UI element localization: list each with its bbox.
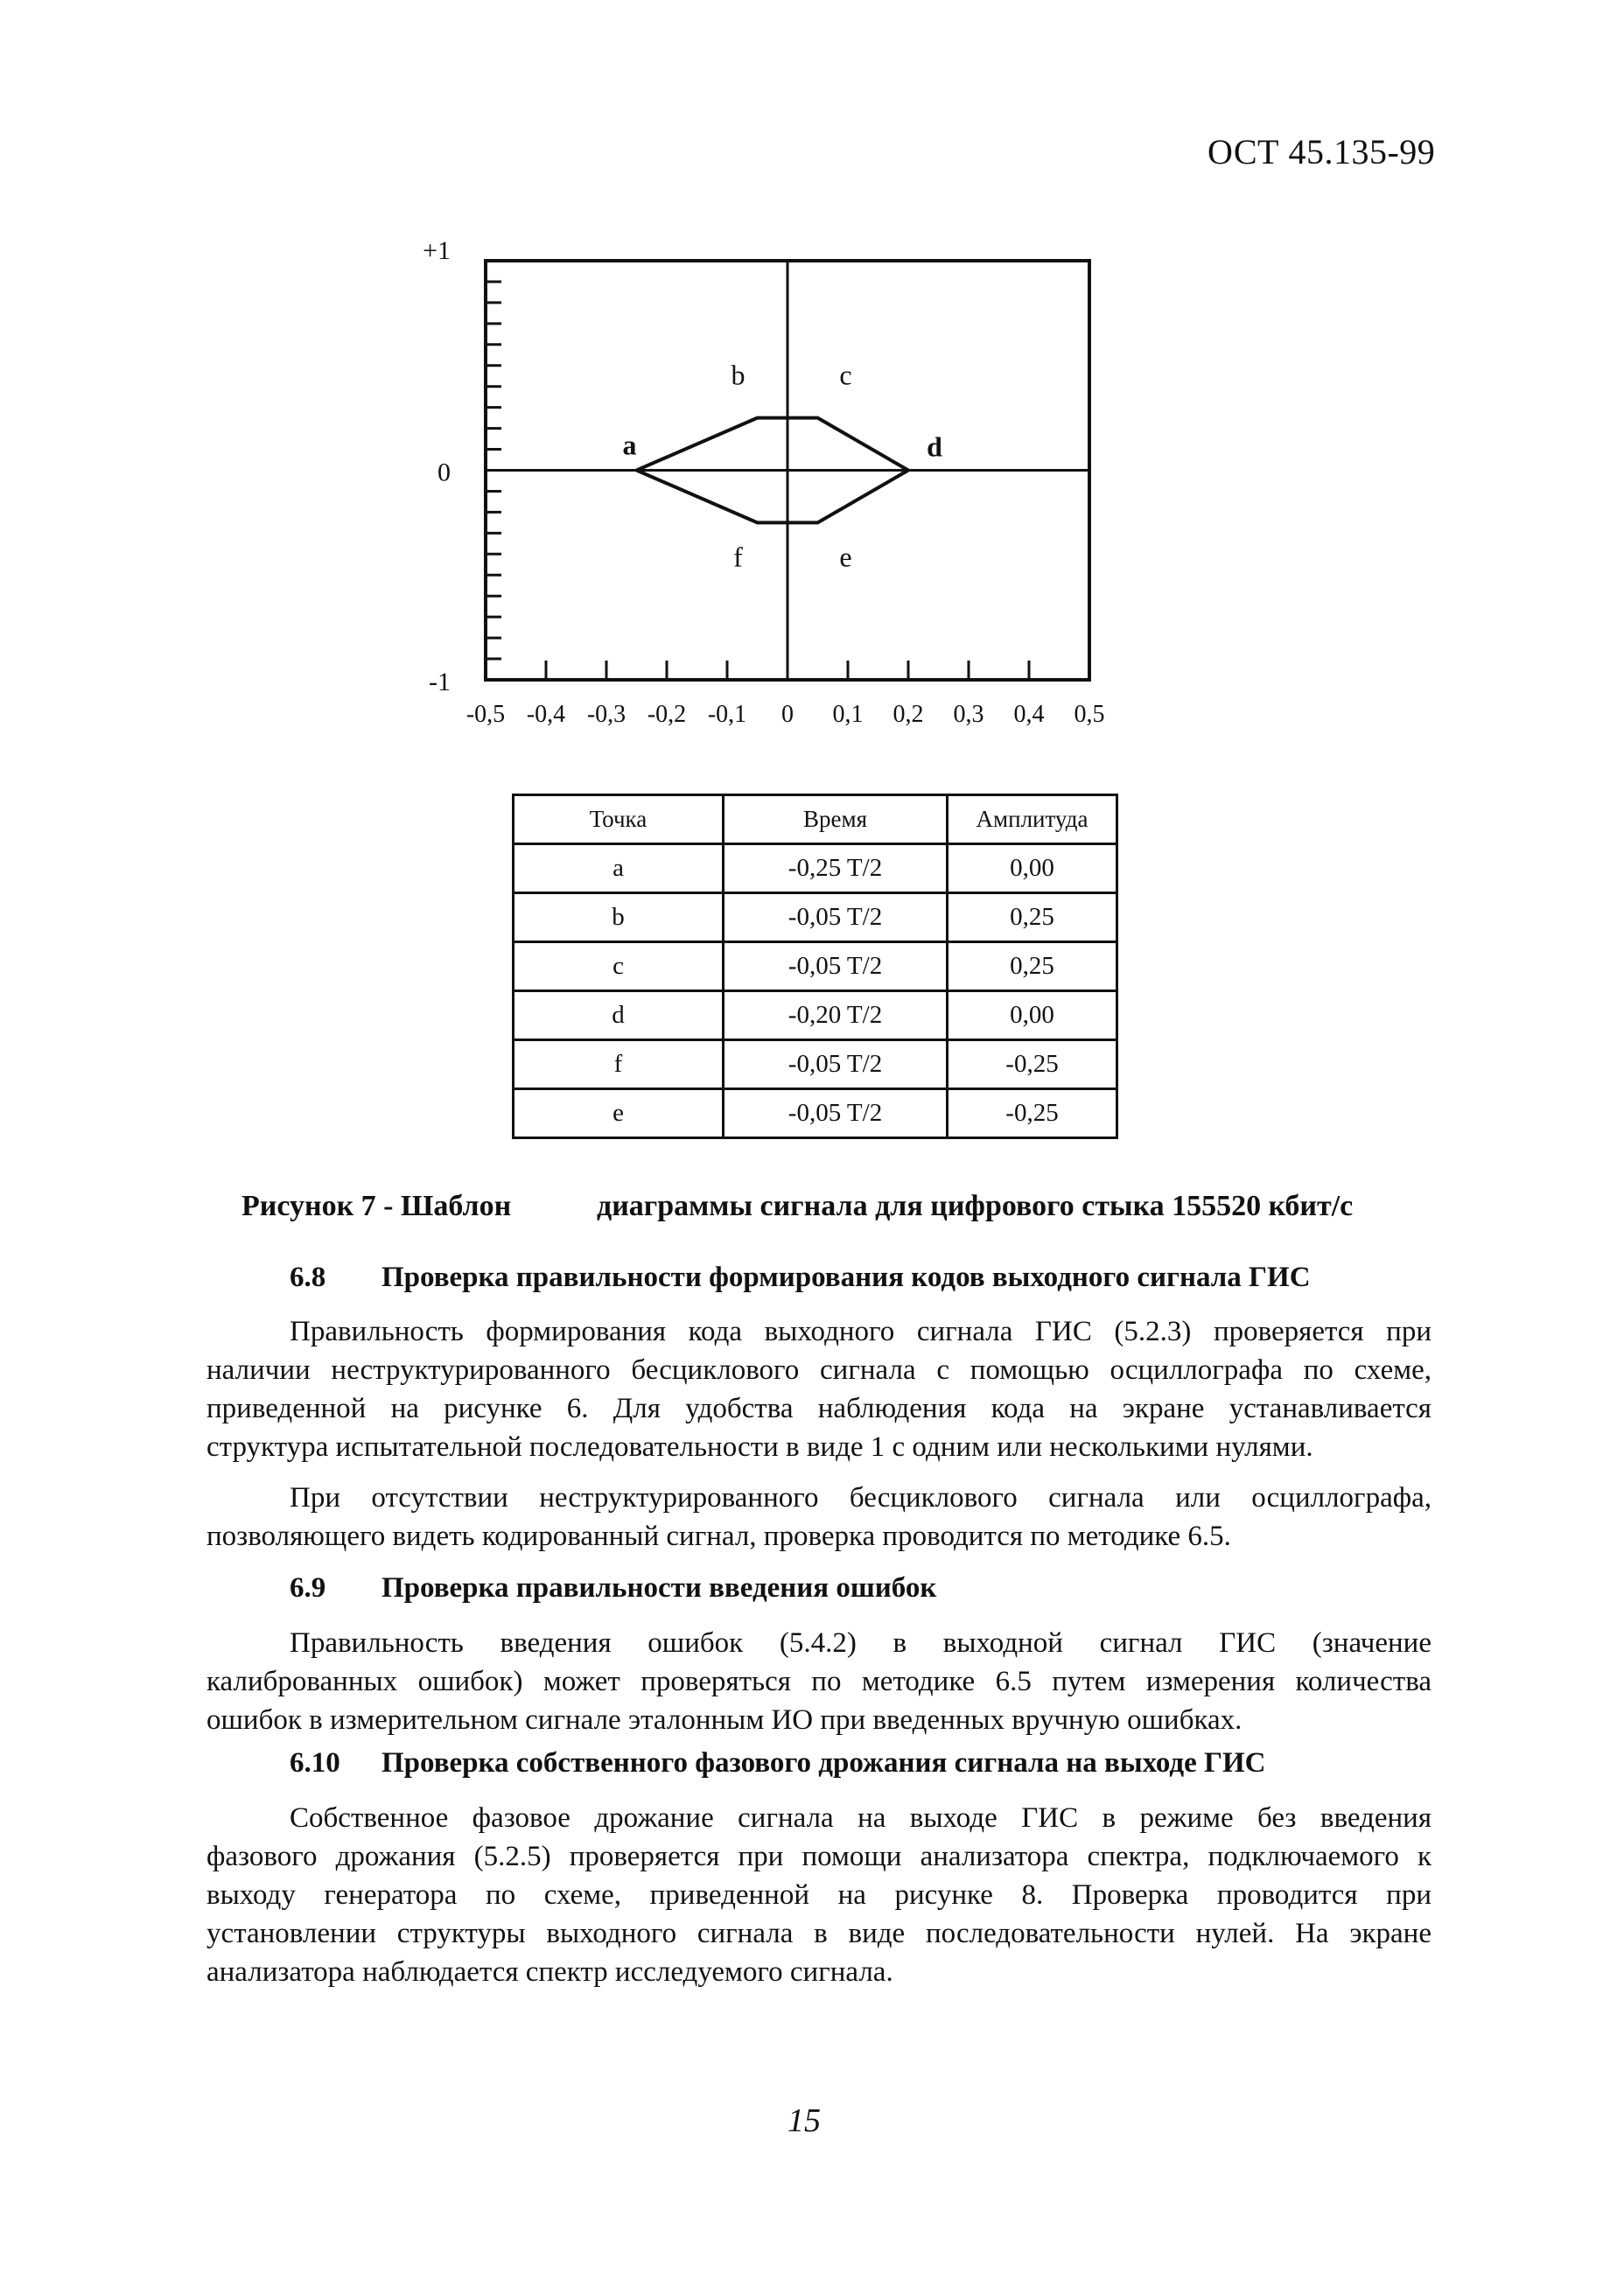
x-tick-label: 0 xyxy=(781,701,794,728)
figure-caption-right: диаграммы сигнала для цифрового стыка 155520 кбит/с xyxy=(597,1190,1354,1222)
table-cell: -0,05 T/2 xyxy=(724,893,948,942)
x-tick-label: 0,5 xyxy=(1074,701,1105,728)
paragraph-line: калиброванных ошибок) может проверяться по методике 6.5 путем измерения количества xyxy=(206,1666,1432,1697)
paragraph-line: При отсутствии неструктурированного бесциклового сигнала или осциллографа, xyxy=(290,1482,1432,1514)
x-tick-label: -0,1 xyxy=(707,701,747,728)
table-cell: f xyxy=(514,1040,724,1089)
table-cell: a xyxy=(514,844,724,893)
point-label-d: d xyxy=(927,430,942,463)
points-table xyxy=(512,794,1118,1139)
table-cell: -0,25 xyxy=(948,1089,1117,1138)
point-label-c: c xyxy=(839,359,852,391)
series-line-upper xyxy=(637,418,909,471)
section-6-10-paragraph-1 xyxy=(206,1799,1432,1991)
paragraph-line: приведенной на рисунке 6. Для удобства наблюдения кода на экране устанавливается xyxy=(206,1393,1432,1424)
section-6-8-heading xyxy=(290,1262,1311,1294)
point-label-a: a xyxy=(622,429,637,461)
x-tick-label: -0,5 xyxy=(466,701,506,728)
table-cell: d xyxy=(514,991,724,1040)
table-header-cell: Амплитуда xyxy=(948,795,1117,844)
section-6-9-heading xyxy=(290,1572,936,1605)
paragraph-line: фазового дрожания (5.2.5) проверяется при помощи анализатора спектра, подключаемого к xyxy=(206,1841,1432,1872)
table-cell: 0,00 xyxy=(948,991,1117,1040)
point-label-f: f xyxy=(733,541,743,573)
section-6-8-paragraph-2 xyxy=(206,1479,1432,1556)
table-row xyxy=(514,1089,1117,1138)
table-cell: b xyxy=(514,893,724,942)
page-number: 15 xyxy=(788,2102,821,2139)
y-tick-label: +1 xyxy=(423,236,451,265)
section-title: Проверка правильности формирования кодов выходного сигнала ГИС xyxy=(382,1262,1311,1293)
table-cell: -0,05 T/2 xyxy=(724,942,948,991)
paragraph-line: Правильность введения ошибок (5.4.2) в выходной сигнал ГИС (значение xyxy=(290,1627,1432,1659)
signal-mask-chart xyxy=(0,0,1624,752)
y-tick-label: 0 xyxy=(438,458,451,487)
paragraph-line: позволяющего видеть кодированный сигнал, проверка проводится по методике 6.5. xyxy=(206,1521,1231,1552)
x-tick-label: 0,1 xyxy=(832,701,864,728)
table-row xyxy=(514,893,1117,942)
table-header-cell: Время xyxy=(724,795,948,844)
paragraph-line: анализатора наблюдается спектр исследуемого сигнала. xyxy=(206,1956,893,1988)
table-cell: 0,00 xyxy=(948,844,1117,893)
point-label-b: b xyxy=(731,359,746,391)
table-row xyxy=(514,844,1117,893)
section-title: Проверка правильности введения ошибок xyxy=(382,1572,937,1604)
paragraph-line: Собственное фазовое дрожание сигнала на выходе ГИС в режиме без введения xyxy=(290,1802,1432,1834)
document-code: ОСТ 45.135-99 xyxy=(1208,132,1436,171)
x-tick-label: -0,4 xyxy=(526,701,566,728)
x-tick-label: -0,2 xyxy=(647,701,687,728)
table-cell: -0,20 T/2 xyxy=(724,991,948,1040)
table-header-cell: Точка xyxy=(514,795,724,844)
x-tick-label: -0,3 xyxy=(586,701,626,728)
paragraph-line: наличии неструктурированного бесциклового сигнала с помощью осциллографа по схеме, xyxy=(206,1354,1432,1386)
x-tick-label: 0,4 xyxy=(1013,701,1045,728)
table-cell: -0,25 xyxy=(948,1040,1117,1089)
paragraph-line: Правильность формирования кода выходного сигнала ГИС (5.2.3) проверяется при xyxy=(290,1316,1432,1347)
table-cell: c xyxy=(514,942,724,991)
table-cell: 0,25 xyxy=(948,893,1117,942)
figure-caption-left: Рисунок 7 - Шаблон xyxy=(242,1190,512,1222)
section-6-9-paragraph-1 xyxy=(206,1624,1432,1739)
y-tick-label: -1 xyxy=(429,668,451,696)
section-number: 6.10 xyxy=(290,1747,340,1779)
series-line-lower xyxy=(637,471,909,523)
table-cell: 0,25 xyxy=(948,942,1117,991)
paragraph-line: структура испытательной последовательности в виде 1 с одним или несколькими нулями. xyxy=(206,1431,1313,1463)
section-number: 6.8 xyxy=(290,1262,326,1293)
paragraph-line: выходу генератора по схеме, приведенной на рисунке 8. Проверка проводится при xyxy=(206,1879,1432,1911)
section-title: Проверка собственного фазового дрожания сигнала на выходе ГИС xyxy=(382,1747,1266,1779)
table-cell: e xyxy=(514,1089,724,1138)
point-label-e: e xyxy=(839,541,852,573)
table-cell: -0,05 T/2 xyxy=(724,1089,948,1138)
table-row xyxy=(514,991,1117,1040)
section-6-8-paragraph-1 xyxy=(206,1312,1432,1466)
table-cell: -0,25 T/2 xyxy=(724,844,948,893)
x-tick-label: 0,2 xyxy=(892,701,924,728)
x-tick-label: 0,3 xyxy=(953,701,984,728)
paragraph-line: ошибок в измерительном сигнале эталонным ИО при введенных вручную ошибках. xyxy=(206,1704,1242,1736)
paragraph-line: установлении структуры выходного сигнала в виде последовательности нулей. На экране xyxy=(206,1918,1432,1949)
table-row xyxy=(514,1040,1117,1089)
table-row xyxy=(514,942,1117,991)
section-6-10-heading xyxy=(290,1747,1266,1780)
table-cell: -0,05 T/2 xyxy=(724,1040,948,1089)
section-number: 6.9 xyxy=(290,1572,326,1604)
